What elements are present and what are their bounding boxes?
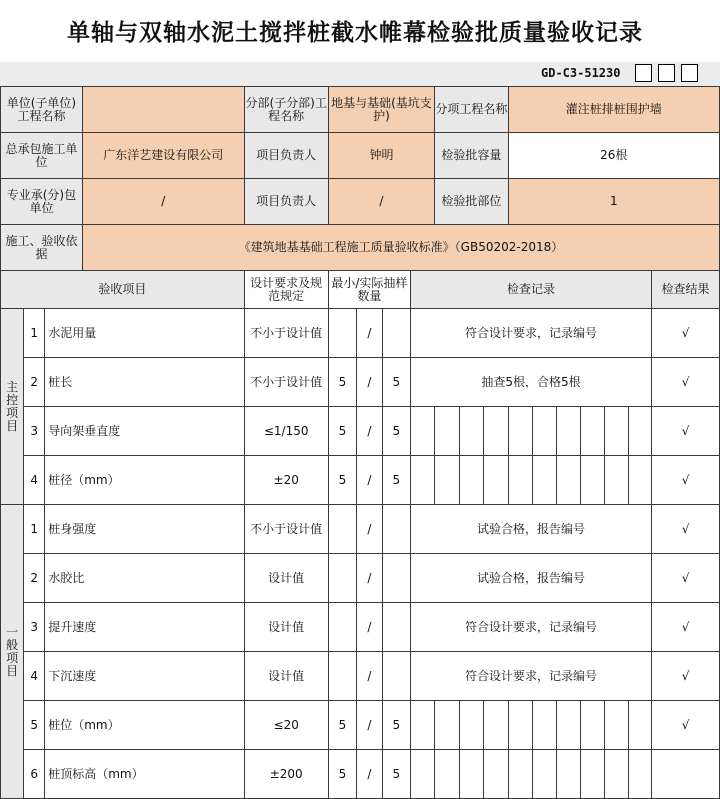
unit-name-field[interactable]: [82, 87, 244, 133]
record-cell[interactable]: [557, 750, 581, 799]
record-cell[interactable]: [484, 407, 508, 456]
code-box-2[interactable]: [658, 64, 675, 82]
item-requirement: 设计值: [244, 652, 328, 701]
record-cell[interactable]: [581, 750, 604, 799]
item-requirement: ≤1/150: [244, 407, 328, 456]
check-result[interactable]: √: [652, 505, 720, 554]
actual-sample[interactable]: 5: [382, 358, 410, 407]
sample-separator: /: [357, 652, 382, 701]
record-cell[interactable]: [411, 701, 435, 750]
col-item-header: 验收项目: [1, 271, 245, 309]
record-cell[interactable]: [628, 456, 651, 505]
record-cell[interactable]: [628, 407, 651, 456]
min-sample[interactable]: [328, 652, 356, 701]
record-cell[interactable]: [435, 456, 459, 505]
item-no: 3: [24, 407, 45, 456]
check-result[interactable]: √: [652, 309, 720, 358]
col-sample-header: 最小/实际抽样数量: [328, 271, 410, 309]
record-cell[interactable]: [411, 750, 435, 799]
sample-separator: /: [357, 358, 382, 407]
batch-capacity-field[interactable]: 26根: [508, 133, 719, 179]
col-record-header: 检查记录: [411, 271, 652, 309]
sample-separator: /: [357, 701, 382, 750]
item-no: 2: [24, 358, 45, 407]
item-requirement: ±20: [244, 456, 328, 505]
actual-sample[interactable]: 5: [382, 407, 410, 456]
item-requirement: ≤20: [244, 701, 328, 750]
actual-sample[interactable]: [382, 309, 410, 358]
record-cell[interactable]: [435, 701, 459, 750]
record-cell[interactable]: [411, 456, 435, 505]
item-name: 桩身强度: [45, 505, 244, 554]
record-cell[interactable]: [484, 750, 508, 799]
actual-sample[interactable]: [382, 652, 410, 701]
item-name: 提升速度: [45, 603, 244, 652]
inspection-table: [0, 86, 720, 799]
record-cell[interactable]: [604, 407, 628, 456]
min-sample[interactable]: [328, 603, 356, 652]
check-result[interactable]: √: [652, 701, 720, 750]
subitem-name-field[interactable]: 灌注桩排桩围护墙: [508, 87, 719, 133]
actual-sample[interactable]: 5: [382, 701, 410, 750]
check-result[interactable]: √: [652, 456, 720, 505]
item-name: 桩长: [45, 358, 244, 407]
record-cell[interactable]: [581, 701, 604, 750]
item-requirement: 设计值: [244, 603, 328, 652]
item-requirement: 不小于设计值: [244, 309, 328, 358]
item-requirement: ±200: [244, 750, 328, 799]
record-cell[interactable]: [508, 750, 532, 799]
item-no: 1: [24, 309, 45, 358]
record-cell[interactable]: [581, 407, 604, 456]
actual-sample[interactable]: 5: [382, 456, 410, 505]
actual-sample[interactable]: [382, 554, 410, 603]
min-sample[interactable]: [328, 505, 356, 554]
record-cell[interactable]: [532, 407, 556, 456]
check-record[interactable]: 符合设计要求，记录编号: [411, 603, 652, 652]
sample-separator: /: [357, 505, 382, 554]
record-cell[interactable]: [459, 456, 483, 505]
project-manager-label: 项目负责人: [244, 133, 328, 179]
item-name: 桩位（mm）: [45, 701, 244, 750]
check-record[interactable]: 符合设计要求，记录编号: [411, 652, 652, 701]
sample-separator: /: [357, 750, 382, 799]
unit-name-label: 单位(子单位)工程名称: [1, 87, 83, 133]
subitem-name-label: 分项工程名称: [435, 87, 508, 133]
item-no: 4: [24, 652, 45, 701]
record-cell[interactable]: [581, 456, 604, 505]
item-name: 桩径（mm）: [45, 456, 244, 505]
sample-separator: /: [357, 309, 382, 358]
item-name: 下沉速度: [45, 652, 244, 701]
item-no: 6: [24, 750, 45, 799]
check-record[interactable]: 符合设计要求，记录编号: [411, 309, 652, 358]
general-group-label: 一般项目: [1, 505, 24, 799]
record-cell[interactable]: [557, 701, 581, 750]
division-name-label: 分部(子分部)工程名称: [244, 87, 328, 133]
record-cell[interactable]: [484, 456, 508, 505]
record-cell[interactable]: [604, 456, 628, 505]
check-result[interactable]: √: [652, 407, 720, 456]
record-cell[interactable]: [508, 701, 532, 750]
record-cell[interactable]: [532, 750, 556, 799]
record-cell[interactable]: [459, 701, 483, 750]
batch-location-field[interactable]: 1: [508, 179, 719, 225]
col-result-header: 检查结果: [652, 271, 720, 309]
check-record[interactable]: 试验合格，报告编号: [411, 505, 652, 554]
min-sample[interactable]: 5: [328, 456, 356, 505]
record-cell[interactable]: [435, 407, 459, 456]
item-requirement: 不小于设计值: [244, 505, 328, 554]
actual-sample[interactable]: [382, 603, 410, 652]
item-requirement: 不小于设计值: [244, 358, 328, 407]
actual-sample[interactable]: 5: [382, 750, 410, 799]
batch-location-label: 检验批部位: [435, 179, 508, 225]
item-no: 2: [24, 554, 45, 603]
item-name: 水胶比: [45, 554, 244, 603]
check-result[interactable]: √: [652, 358, 720, 407]
check-result[interactable]: √: [652, 554, 720, 603]
sample-separator: /: [357, 407, 382, 456]
min-sample[interactable]: 5: [328, 701, 356, 750]
min-sample[interactable]: [328, 309, 356, 358]
check-record[interactable]: 抽查5根，合格5根: [411, 358, 652, 407]
sub-manager-label: 项目负责人: [244, 179, 328, 225]
record-cell[interactable]: [604, 750, 628, 799]
item-no: 4: [24, 456, 45, 505]
record-cell[interactable]: [508, 456, 532, 505]
item-name: 桩顶标高（mm）: [45, 750, 244, 799]
sample-separator: /: [357, 603, 382, 652]
record-cell[interactable]: [435, 750, 459, 799]
record-cell[interactable]: [459, 407, 483, 456]
contractor-field[interactable]: 广东洋艺建设有限公司: [82, 133, 244, 179]
form-code: GD-C3-51230: [541, 66, 621, 80]
item-no: 1: [24, 505, 45, 554]
sub-manager-field[interactable]: /: [328, 179, 435, 225]
record-cell[interactable]: [484, 701, 508, 750]
code-box-3[interactable]: [681, 64, 698, 82]
form-title: 单轴与双轴水泥土搅拌桩截水帷幕检验批质量验收记录: [0, 0, 710, 66]
min-sample[interactable]: 5: [328, 358, 356, 407]
check-record[interactable]: 试验合格，报告编号: [411, 554, 652, 603]
check-result[interactable]: √: [652, 603, 720, 652]
item-no: 5: [24, 701, 45, 750]
batch-capacity-label: 检验批容量: [435, 133, 508, 179]
record-cell[interactable]: [532, 701, 556, 750]
basis-field[interactable]: 《建筑地基基础工程施工质量验收标准》（GB50202-2018）: [82, 225, 719, 271]
record-cell[interactable]: [557, 407, 581, 456]
record-cell[interactable]: [411, 407, 435, 456]
record-cell[interactable]: [532, 456, 556, 505]
sample-separator: /: [357, 456, 382, 505]
contractor-label: 总承包施工单位: [1, 133, 83, 179]
min-sample[interactable]: 5: [328, 407, 356, 456]
record-cell[interactable]: [628, 701, 651, 750]
min-sample[interactable]: 5: [328, 750, 356, 799]
sample-separator: /: [357, 554, 382, 603]
record-cell[interactable]: [459, 750, 483, 799]
subcontractor-label: 专业承(分)包单位: [1, 179, 83, 225]
code-box-1[interactable]: [635, 64, 652, 82]
col-req-header: 设计要求及规范规定: [244, 271, 328, 309]
main-control-group-label: 主控项目: [1, 309, 24, 505]
record-cell[interactable]: [508, 407, 532, 456]
min-sample[interactable]: [328, 554, 356, 603]
item-name: 水泥用量: [45, 309, 244, 358]
item-requirement: 设计值: [244, 554, 328, 603]
check-result[interactable]: [652, 750, 720, 799]
record-cell[interactable]: [604, 701, 628, 750]
item-no: 3: [24, 603, 45, 652]
check-result[interactable]: √: [652, 652, 720, 701]
item-name: 导向架垂直度: [45, 407, 244, 456]
subcontractor-field[interactable]: /: [82, 179, 244, 225]
record-cell[interactable]: [557, 456, 581, 505]
basis-label: 施工、验收依据: [1, 225, 83, 271]
actual-sample[interactable]: [382, 505, 410, 554]
record-cell[interactable]: [628, 750, 651, 799]
division-name-field[interactable]: 地基与基础(基坑支护): [328, 87, 435, 133]
form-code-row: [0, 62, 720, 86]
project-manager-field[interactable]: 钟明: [328, 133, 435, 179]
